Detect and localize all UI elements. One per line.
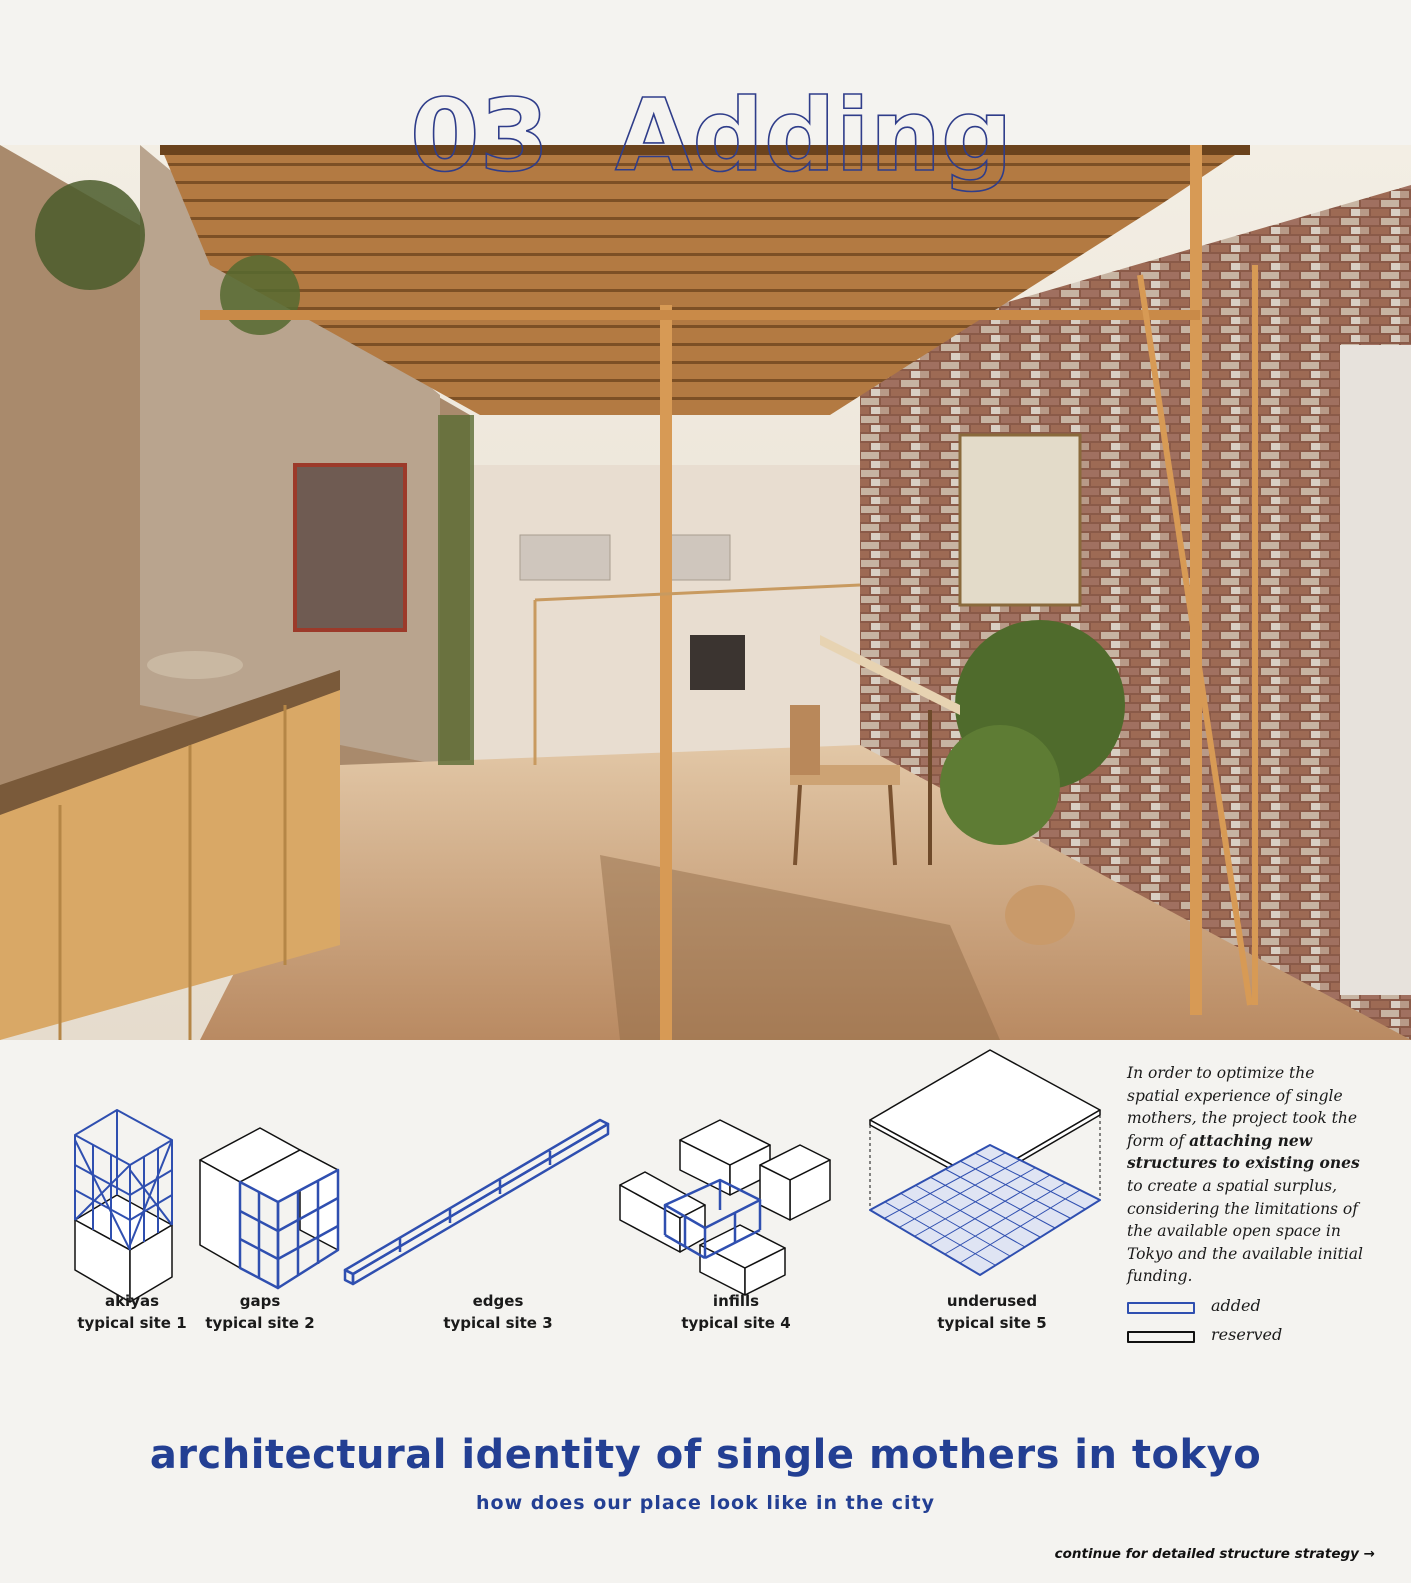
site-label-3 [408, 1290, 588, 1334]
description-text: to create a spatial surplus, considering the limitations of the available open space in Tokyo and the available initial funding. [1127, 1176, 1363, 1286]
site-label-2 [170, 1290, 350, 1334]
site-number: typical site 4 [681, 1314, 791, 1332]
section-word: Adding [615, 78, 1013, 194]
site-number: typical site 1 [77, 1314, 187, 1332]
legend-reserved-label: reserved [1211, 1325, 1283, 1344]
project-description [1127, 1062, 1367, 1288]
edges-diagram [345, 1120, 608, 1284]
description-emphasis: attaching new structures to existing ones [1127, 1130, 1360, 1173]
section-number: 03 [410, 78, 550, 194]
description-text: In order to optimize the spatial experience of single mothers, the project took the form of [1127, 1064, 1358, 1150]
underused-diagram [870, 1050, 1100, 1275]
site-number: typical site 3 [443, 1314, 553, 1332]
page-subtitle: how does our place look like in the city [475, 1492, 935, 1514]
site-name: underused [946, 1292, 1038, 1310]
site-name: akiyas [104, 1292, 160, 1310]
continue-link[interactable]: continue for detailed structure strategy → [1054, 1546, 1375, 1562]
legend-added-label: added [1211, 1296, 1261, 1315]
page-title: architectural identity of single mothers in tokyo [149, 1432, 1262, 1478]
akiyas-diagram [75, 1110, 172, 1302]
interior-rendering [0, 145, 1411, 1040]
site-label-5 [902, 1290, 1082, 1334]
reserved-swatch [1127, 1331, 1195, 1343]
legend-reserved [1127, 1325, 1367, 1354]
section-title [410, 78, 1110, 198]
added-swatch [1127, 1302, 1195, 1314]
legend [1127, 1296, 1367, 1354]
site-label-4 [646, 1290, 826, 1334]
gaps-diagram [200, 1128, 338, 1288]
legend-added [1127, 1296, 1367, 1325]
site-name: edges [472, 1292, 524, 1310]
site-name: gaps [239, 1292, 281, 1310]
infills-diagram [620, 1120, 830, 1295]
site-number: typical site 5 [937, 1314, 1047, 1332]
site-number: typical site 2 [205, 1314, 315, 1332]
site-name: infills [712, 1292, 760, 1310]
